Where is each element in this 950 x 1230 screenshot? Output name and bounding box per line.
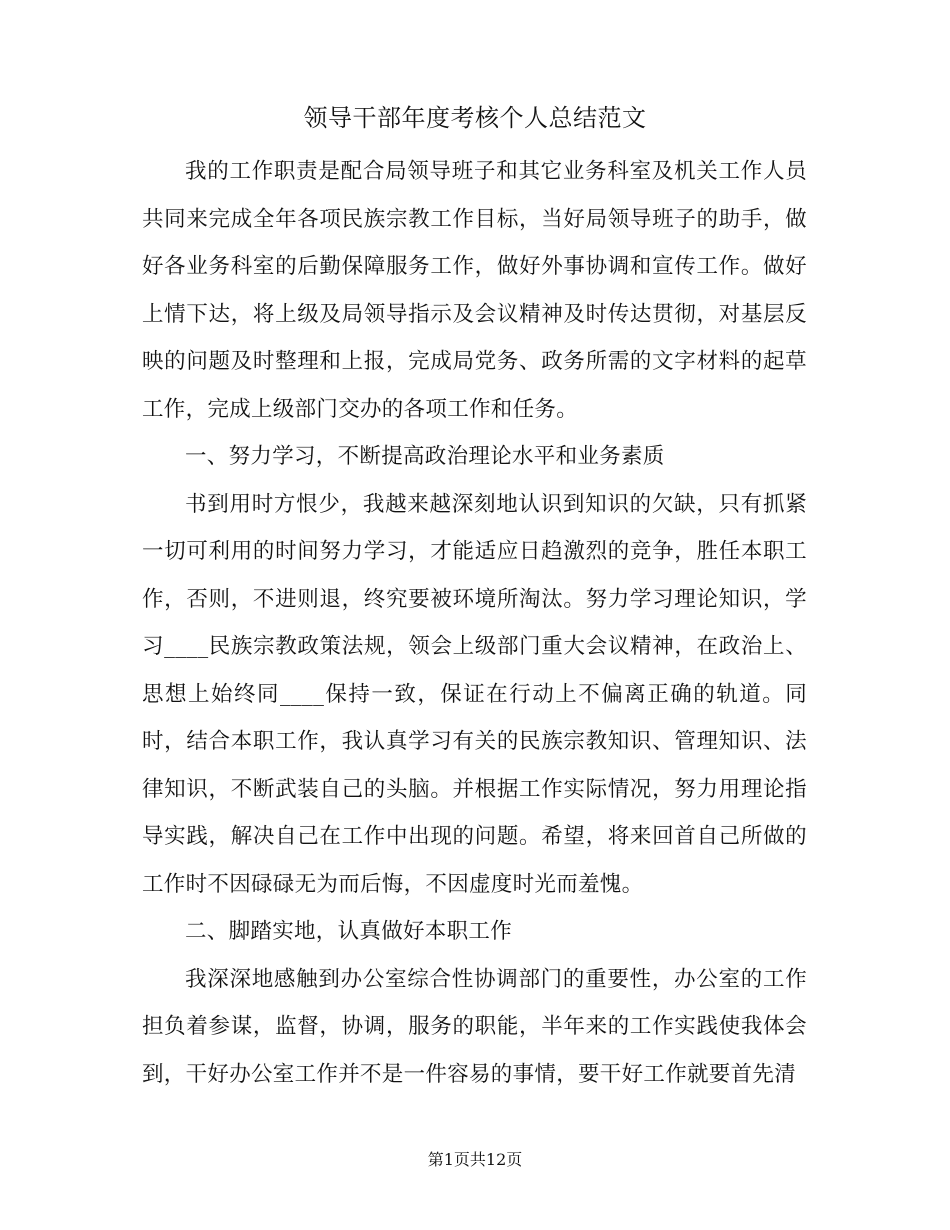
section-heading-1: 一、努力学习，不断提高政治理论水平和业务素质 [185,444,665,469]
paragraph-intro: 我的工作职责是配合局领导班子和其它业务科室及机关工作人员共同来完成全年各项民族宗教工作目标，当好局领导班子的助手，做好各业务科室的后勤保障服务工作，做好外事协调和宣传工作。做好上情下达，将上级及局领导指示及会议精神及时传达贯彻，对基层反映的问题及时整理和上报，完成局党务、政务所需的文字材料的起草工作，完成上级部门交办的各项工作和任务。 [142,159,807,422]
section-heading-2: 二、脚踏实地，认真做好本职工作 [185,919,513,944]
paragraph-study: 书到用时方恨少，我越来越深刻地认识到知识的欠缺，只有抓紧一切可利用的时间努力学习，才能适应日趋激烈的竞争，胜任本职工作，否则，不进则退，终究要被环境所淘汰。努力学习理论知识，学习____民族宗教政策法规，领会上级部门重大会议精神，在政治上、思想上始终同____保持一致，保证在行动上不偏离正确的轨道。同时，结合本职工作，我认真学习有关的民族宗教知识、管理知识、法律知识，不断武装自己的头脑。并根据工作实际情况，努力用理论指导实践，解决自己在工作中出现的问题。希望，将来回首自己所做的工作时不因碌碌无为而后悔，不因虚度时光而羞愧。 [142,491,807,897]
page-number: 第1页共12页 [427,1150,523,1169]
document-body [142,148,807,1098]
document-title: 领导干部年度考核个人总结范文 [303,104,647,132]
paragraph-work: 我深深地感触到办公室综合性协调部门的重要性，办公室的工作担负着参谋，监督，协调，服务的职能，半年来的工作实践使我体会到，干好办公室工作并不是一件容易的事情，要干好工作就要首先清 [142,966,807,1087]
